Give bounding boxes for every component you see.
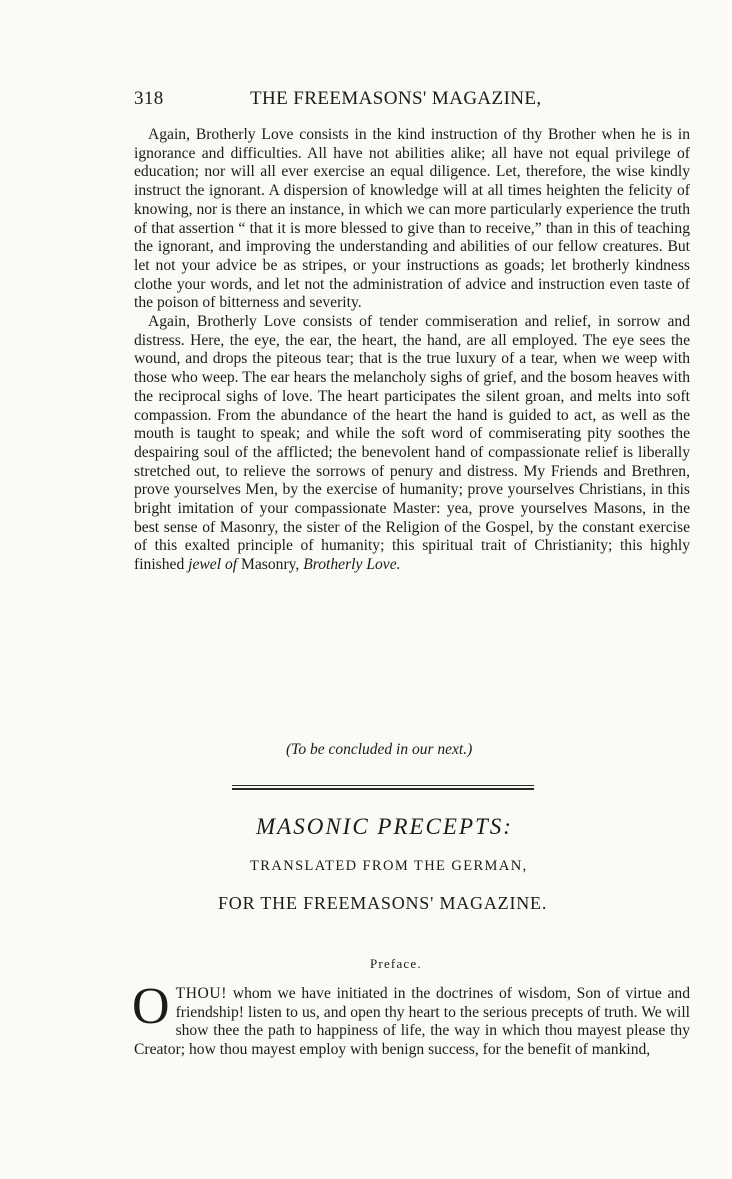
preface-body xyxy=(132,978,690,1060)
page-number: 318 xyxy=(134,88,164,109)
jewel-phrase: jewel of xyxy=(188,556,238,574)
closing-italic: Brotherly Love. xyxy=(303,556,401,574)
closing-text: Masonry, xyxy=(241,556,300,574)
section-subtitle-2: FOR THE FREEMASONS' MAGAZINE. xyxy=(218,893,548,913)
paragraph-text: Again, Brotherly Love consists of tender commiseration and relief, in sorrow and distress. Here, the eye, the ear, the heart, the hand, are all employed. The eye sees the wound, and drops the piteous tear; that is the true luxury of a tear, when we weep with those who weep. The ear hears the melancholy sighs of grief, and the bosom heaves with the reciprocal sighs of love. The heart participates the silent groan, and melts into soft compassion. From the abundance of the heart the hand is guided to act, as well as the mouth is taught to speak; and while the soft word of commiserating pity soothes the despairing soul of the afflicted; the benevolent hand of compassionate relief is liberally stretched out, to relieve the sorrows of penury and distress. My Friends and Brethren, prove yourselves Men, by the exercise of humanity; prove yourselves Christians, in this bright imitation of your compassionate Master: yea, prove yourselves Masons, in the best sense of Masonry, the sister of the Religion of the Gospel, by the constant exercise of this exalted principle of humanity; this spiritual trait of Christianity; this highly finished xyxy=(134,313,690,574)
running-title: THE FREEMASONS' MAGAZINE, xyxy=(250,88,542,109)
continuation-note: (To be concluded in our next.) xyxy=(286,741,473,758)
article-body xyxy=(134,126,690,575)
section-divider-thick xyxy=(232,788,534,790)
section-divider xyxy=(232,785,534,786)
lead-word: THOU! xyxy=(175,985,228,1002)
drop-cap: O xyxy=(132,978,170,1035)
preface-heading: Preface. xyxy=(370,956,422,971)
preface-text: whom we have initiated in the doctrines of wisdom, Son of virtue and friendship! listen to us, and open thy heart to the serious precepts of truth. We will show thee the path to happiness of life, the way in which thou mayest please thy Creator; how thou mayest employ with benign success, for the benefit of mankind, xyxy=(134,985,690,1059)
paragraph: Again, Brotherly Love consists in the kind instruction of thy Brother when he is in ignorance and difficulties. All have not abilities alike; all have not equal privilege of education; nor will all ever exercise an equal diligence. Let, therefore, the wise kindly instruct the ignorant. A dispersion of knowledge will at all times heighten the felicity of knowing, nor is there an instance, in which we can more particularly experience the truth of that assertion “ that it is more blessed to give than to receive,” than in this of teaching the ignorant, and improving the understanding and abilities of our fellow creatures. But let not your advice be as stripes, or your instructions as goads; let brotherly kindness clothe your words, and let not the administration of advice and instruction even taste of the poison of bitterness and severity. xyxy=(134,126,690,312)
section-subtitle: TRANSLATED FROM THE GERMAN, xyxy=(250,858,528,874)
paragraph xyxy=(134,313,690,575)
section-title: MASONIC PRECEPTS: xyxy=(256,814,513,839)
